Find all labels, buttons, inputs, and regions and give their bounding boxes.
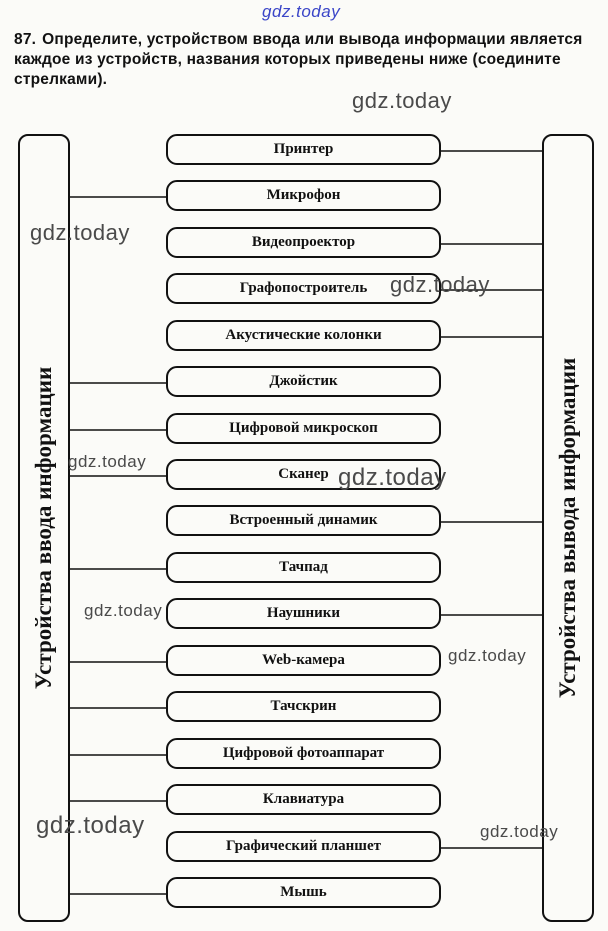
- device-label: Цифровой фотоаппарат: [222, 745, 385, 761]
- watermark: gdz.today: [448, 646, 527, 665]
- device-label: Сканер: [278, 466, 329, 482]
- device-box: [166, 645, 441, 676]
- input-devices-box: [18, 134, 70, 922]
- watermark: gdz.today: [352, 88, 452, 113]
- watermark: gdz.today: [68, 452, 147, 471]
- device-label: Клавиатура: [262, 791, 345, 807]
- device-box: [166, 831, 441, 862]
- device-label: Тачскрин: [270, 698, 337, 714]
- watermark: gdz.today: [390, 272, 490, 297]
- device-box: [166, 320, 441, 351]
- input-devices-label: Устройства ввода информации: [31, 366, 56, 690]
- device-label: Тачпад: [279, 559, 328, 575]
- watermark: gdz.today: [338, 464, 447, 491]
- device-box: [166, 598, 441, 629]
- device-label: Графический планшет: [226, 838, 381, 854]
- device-label: Графопостроитель: [239, 280, 368, 296]
- device-box: [166, 134, 441, 165]
- device-box: [166, 180, 441, 211]
- device-label: Цифровой микроскоп: [229, 420, 378, 436]
- device-box: [166, 877, 441, 908]
- output-devices-label: Устройства вывода информации: [555, 357, 580, 699]
- device-box: [166, 413, 441, 444]
- device-box: [166, 691, 441, 722]
- task-text: Определите, устройством ввода или вывода информации является каждое из устройств, названия которых приведены ниже (соедините стрелками).: [14, 31, 583, 88]
- device-box: [166, 227, 441, 258]
- device-box: [166, 366, 441, 397]
- device-label: Принтер: [273, 141, 334, 157]
- watermark: gdz.today: [480, 822, 559, 841]
- task-number: 87.: [14, 31, 37, 48]
- watermark: gdz.today: [84, 601, 163, 620]
- device-box: [166, 738, 441, 769]
- device-box: [166, 552, 441, 583]
- device-box: [166, 505, 441, 536]
- device-label: Встроенный динамик: [229, 512, 378, 528]
- watermark: gdz.today: [36, 812, 145, 839]
- device-label: Джойстик: [269, 373, 338, 389]
- watermark: gdz.today: [262, 2, 341, 21]
- device-label: Видеопроектор: [251, 234, 356, 250]
- watermark: gdz.today: [30, 220, 130, 245]
- device-box: [166, 784, 441, 815]
- device-label: Web-камера: [262, 652, 345, 668]
- device-label: Акустические колонки: [225, 327, 382, 343]
- device-label: Мышь: [280, 884, 327, 900]
- device-label: Наушники: [266, 605, 341, 621]
- device-label: Микрофон: [266, 187, 341, 203]
- output-devices-box: [542, 134, 594, 922]
